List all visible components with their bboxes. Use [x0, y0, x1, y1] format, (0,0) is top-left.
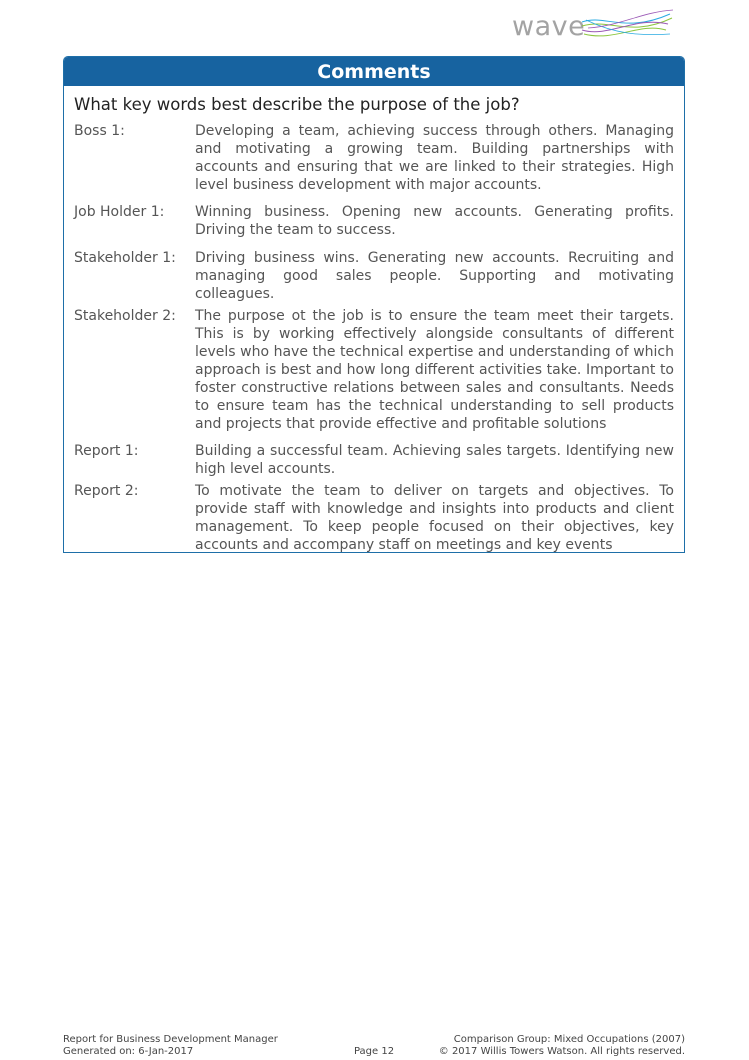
response-label: Job Holder 1:	[74, 204, 165, 220]
panel-title: Comments	[64, 57, 684, 86]
response-label: Boss 1:	[74, 123, 125, 139]
footer-comparison-group: Comparison Group: Mixed Occupations (2007)	[453, 1034, 685, 1045]
question-heading: What key words best describe the purpose of the job?	[74, 95, 520, 114]
wave-swoosh-icon	[580, 8, 675, 44]
response-label: Report 2:	[74, 483, 139, 499]
response-row-job-holder-1	[74, 203, 674, 239]
page-footer	[63, 1034, 685, 1060]
logo-text: wave	[512, 11, 586, 42]
response-row-boss-1	[74, 122, 674, 194]
footer-page-number: Page 12	[353, 1046, 395, 1057]
response-text: The purpose ot the job is to ensure the team meet their targets. This is by working effectively alongside consultants of different levels who have the technical expertise and understanding of which approach is best and how long different activities take. Important to foster constructive relations between sales and consultants. Needs to ensure team has the technical understanding to sell products and projects that provide effective and profitable solutions	[195, 308, 674, 432]
response-text: Driving business wins. Generating new accounts. Recruiting and managing good sales people. Supporting and motivating colleagues.	[195, 250, 674, 302]
response-text: Building a successful team. Achieving sales targets. Identifying new high level accounts.	[195, 443, 674, 477]
response-label: Stakeholder 1:	[74, 250, 176, 266]
wave-logo	[510, 8, 675, 46]
response-row-stakeholder-1	[74, 249, 674, 303]
footer-right	[439, 1034, 685, 1058]
response-label: Stakeholder 2:	[74, 308, 176, 324]
response-text: To motivate the team to deliver on targets and objectives. To provide staff with knowledge and insights into products and client management. To keep people focused on their objectives, key accounts and accompany staff on meetings and key events	[195, 483, 674, 553]
response-row-report-1	[74, 442, 674, 478]
response-row-stakeholder-2	[74, 307, 674, 433]
footer-generated-on: Generated on: 6-Jan-2017	[63, 1046, 194, 1057]
response-row-report-2	[74, 482, 674, 554]
footer-report-for: Report for Business Development Manager	[63, 1034, 278, 1045]
footer-copyright: © 2017 Willis Towers Watson. All rights reserved.	[438, 1046, 685, 1057]
response-text: Developing a team, achieving success through others. Managing and motivating a growing team. Building partnerships with accounts and ensuring that we are linked to their strategies. High level business development with major accounts.	[195, 123, 674, 193]
response-text: Winning business. Opening new accounts. Generating profits. Driving the team to success.	[195, 204, 674, 238]
response-label: Report 1:	[74, 443, 139, 459]
comments-panel	[63, 56, 685, 553]
responses-list	[64, 122, 684, 554]
